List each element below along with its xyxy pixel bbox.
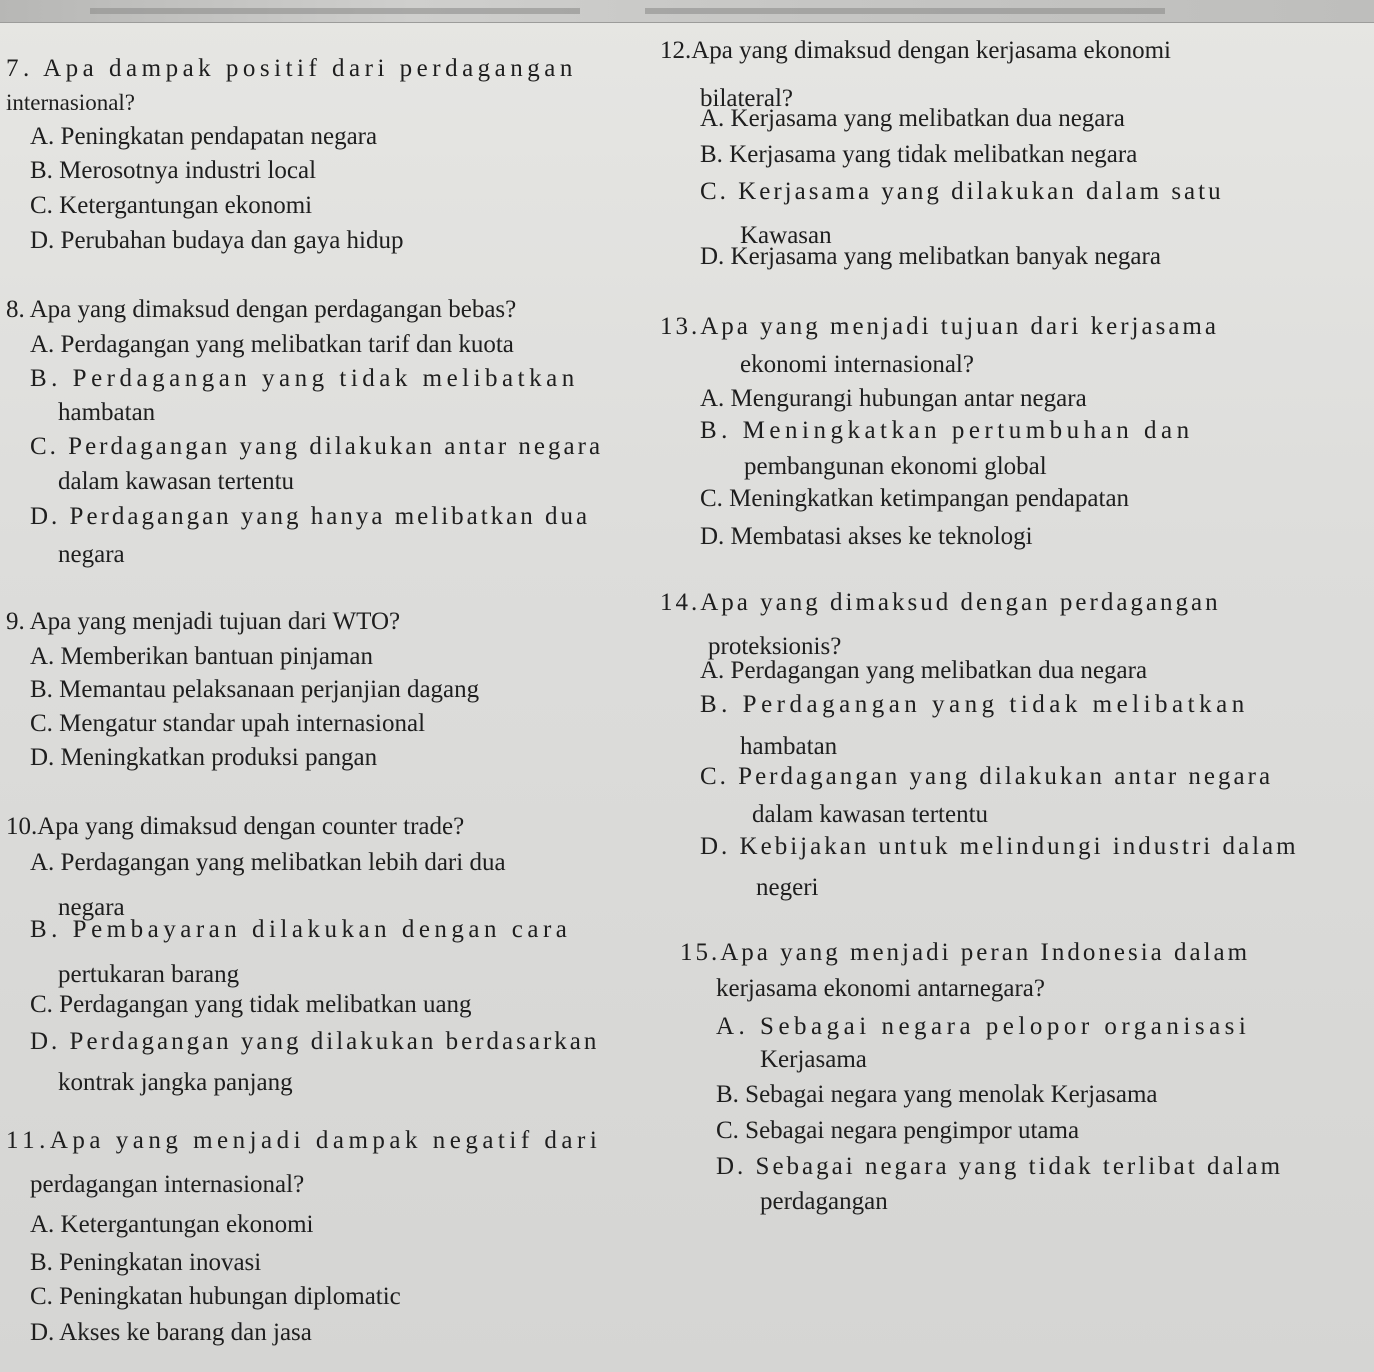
q12-option-a: A. Kerjasama yang melibatkan dua negara [700, 105, 1125, 132]
q7-option-b: B. Merosotnya industri local [30, 157, 317, 184]
q14-option-b-cont: hambatan [740, 733, 838, 760]
q10-option-b: B. Pembayaran dilakukan dengan cara [30, 916, 572, 943]
q15-option-d-cont: perdagangan [760, 1188, 888, 1215]
q13-option-b-cont: pembangunan ekonomi global [744, 453, 1047, 480]
question-7-stem: 7. Apa dampak positif dari perdagangan [6, 55, 577, 82]
question-11-stem: 11.Apa yang menjadi dampak negatif dari [6, 1127, 602, 1154]
question-14-stem-cont: proteksionis? [708, 633, 842, 660]
q11-option-d: D. Akses ke barang dan jasa [30, 1319, 312, 1346]
q14-option-c-cont: dalam kawasan tertentu [752, 801, 989, 828]
q10-option-a: A. Perdagangan yang melibatkan lebih dari dua [30, 849, 506, 876]
q8-option-a: A. Perdagangan yang melibatkan tarif dan kuota [30, 331, 514, 358]
q15-option-a: A. Sebagai negara pelopor organisasi [716, 1013, 1251, 1040]
q11-option-a: A. Ketergantungan ekonomi [30, 1211, 314, 1238]
question-13-stem: 13.Apa yang menjadi tujuan dari kerjasama [660, 313, 1219, 340]
q9-option-a: A. Memberikan bantuan pinjaman [30, 643, 373, 670]
q13-option-c: C. Meningkatkan ketimpangan pendapatan [700, 485, 1130, 512]
faded-line [645, 8, 1165, 14]
q14-option-c: C. Perdagangan yang dilakukan antar negara [700, 763, 1274, 790]
question-11-stem-cont: perdagangan internasional? [30, 1171, 305, 1198]
q9-option-c: C. Mengatur standar upah internasional [30, 710, 426, 737]
q7-option-c: C. Ketergantungan ekonomi [30, 192, 313, 219]
question-12-stem: 12.Apa yang dimaksud dengan kerjasama ekonomi [660, 37, 1171, 64]
q10-option-d-cont: kontrak jangka panjang [58, 1069, 293, 1096]
q12-option-d: D. Kerjasama yang melibatkan banyak negara [700, 243, 1161, 270]
q12-option-c: C. Kerjasama yang dilakukan dalam satu [700, 178, 1224, 205]
question-8-stem: 8. Apa yang dimaksud dengan perdagangan bebas? [6, 296, 517, 323]
q15-option-a-cont: Kerjasama [760, 1046, 867, 1073]
q10-option-c: C. Perdagangan yang tidak melibatkan uang [30, 991, 472, 1018]
question-13-stem-cont: ekonomi internasional? [740, 351, 974, 378]
q8-option-d: D. Perdagangan yang hanya melibatkan dua [30, 503, 591, 530]
q7-option-a: A. Peningkatan pendapatan negara [30, 123, 378, 150]
previous-page-edge [0, 0, 1374, 23]
question-9-stem: 9. Apa yang menjadi tujuan dari WTO? [6, 608, 401, 635]
q10-option-a-cont: negara [58, 894, 125, 921]
q10-option-d: D. Perdagangan yang dilakukan berdasarkan [30, 1028, 600, 1055]
q11-option-b: B. Peningkatan inovasi [30, 1249, 262, 1276]
question-7-stem-cont: internasional? [6, 90, 136, 115]
q12-option-b: B. Kerjasama yang tidak melibatkan negara [700, 141, 1138, 168]
q15-option-c: C. Sebagai negara pengimpor utama [716, 1117, 1080, 1144]
question-12-stem-cont: bilateral? [700, 85, 793, 112]
question-15-stem: 15.Apa yang menjadi peran Indonesia dalam [680, 939, 1251, 966]
q7-option-d: D. Perubahan budaya dan gaya hidup [30, 227, 404, 254]
q14-option-a: A. Perdagangan yang melibatkan dua negara [700, 657, 1148, 684]
q8-option-c-cont: dalam kawasan tertentu [58, 468, 295, 495]
q14-option-d-cont: negeri [756, 874, 819, 901]
q8-option-c: C. Perdagangan yang dilakukan antar negara [30, 433, 604, 460]
q13-option-a: A. Mengurangi hubungan antar negara [700, 385, 1087, 412]
q9-option-d: D. Meningkatkan produksi pangan [30, 744, 378, 771]
q10-option-b-cont: pertukaran barang [58, 961, 240, 988]
q15-option-b: B. Sebagai negara yang menolak Kerjasama [716, 1081, 1158, 1108]
q14-option-d: D. Kebijakan untuk melindungi industri dalam [700, 833, 1299, 860]
q14-option-b: B. Perdagangan yang tidak melibatkan [700, 691, 1249, 718]
q8-option-d-cont: negara [58, 541, 125, 568]
question-14-stem: 14.Apa yang dimaksud dengan perdagangan [660, 589, 1221, 616]
q12-option-c-cont: Kawasan [740, 222, 832, 249]
question-15-stem-cont: kerjasama ekonomi antarnegara? [716, 975, 1045, 1002]
q11-option-c: C. Peningkatan hubungan diplomatic [30, 1283, 401, 1310]
question-10-stem: 10.Apa yang dimaksud dengan counter trade? [6, 813, 465, 840]
q8-option-b: B. Perdagangan yang tidak melibatkan [30, 365, 579, 392]
q9-option-b: B. Memantau pelaksanaan perjanjian dagang [30, 676, 480, 703]
q13-option-b: B. Meningkatkan pertumbuhan dan [700, 417, 1194, 444]
q13-option-d: D. Membatasi akses ke teknologi [700, 523, 1033, 550]
q15-option-d: D. Sebagai negara yang tidak terlibat dalam [716, 1153, 1284, 1180]
faded-line [90, 8, 580, 14]
q8-option-b-cont: hambatan [58, 399, 156, 426]
